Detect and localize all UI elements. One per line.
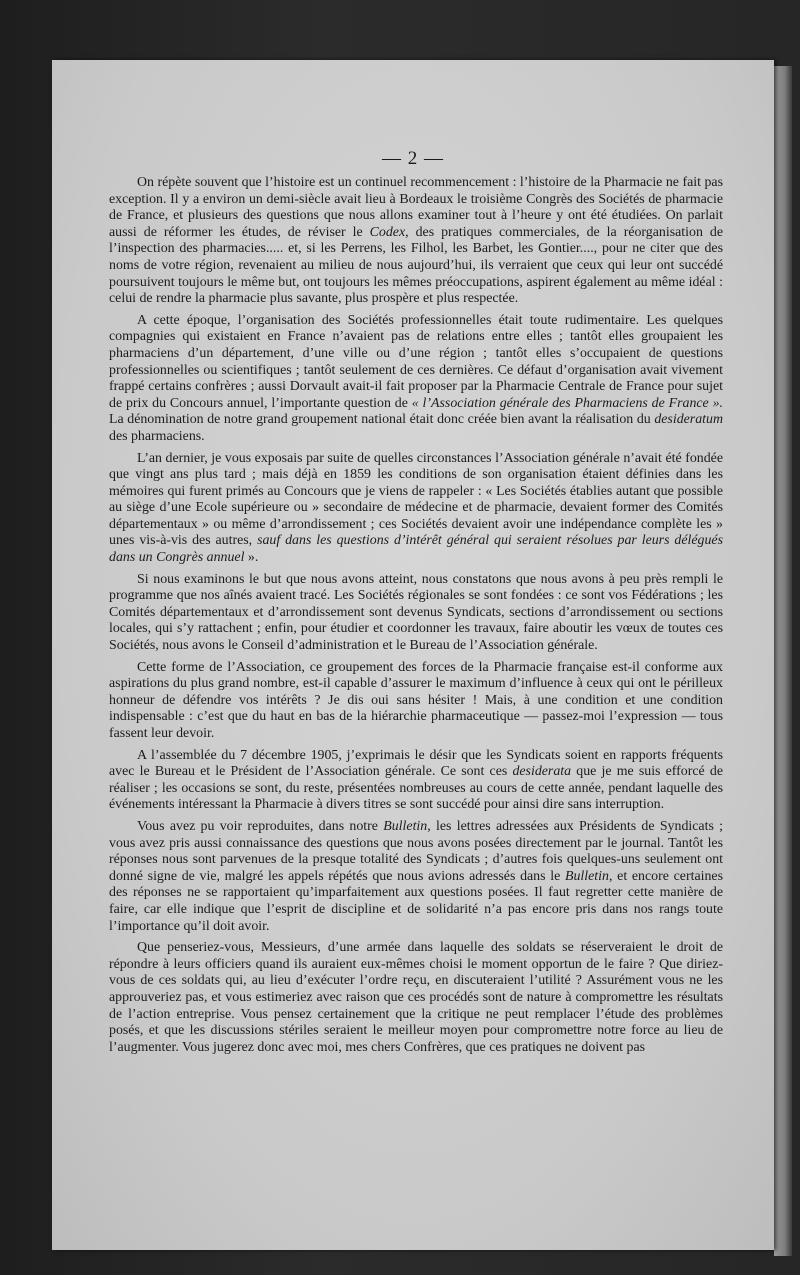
italic-text: Bulletin	[383, 818, 428, 834]
paragraph	[109, 819, 723, 935]
text-run: A cette époque, l’organisation des Sociétés professionnelles était toute rudimentaire. Les quelques compagnies qui existaient en France n’avaient pas de relations entre elles ; tantôt elles groupaient les pharmaciens d’un département, d’une ville ou d’une région ; tantôt elles s’occupaient de questions professionnelles ou scientifiques ; tantôt seulement de ces dernières. Ce défaut d’organisation avait vivement frappé certains confrères ; aussi Dorvault avait-il fait proposer par la Pharmacie Centrale de France pour sujet de prix du Concours annuel, l’importante question de	[109, 312, 723, 411]
text-run: A l’assemblée du 7 décembre 1905, j’exprimais le désir que les Syndicats soient en rapports fréquents avec le Bureau et le Président de l’Association générale. Ce sont ces	[109, 747, 723, 780]
text-run: On répète souvent que l’histoire est un continuel recommencement : l’histoire de la Pharmacie ne fait pas exception. Il y a environ un demi-siècle avait lieu à Bordeaux le troisième Congrès des Sociétés de pharmacie de France, et plusieurs des questions que nous allons examiner tout à l’heure y ont été étudiées. On parlait aussi de réformer les études, de réviser le	[109, 175, 723, 240]
italic-text: desideratum	[654, 412, 723, 428]
text-run: , et encore certaines des réponses ne se rapportaient qu’imparfaitement aux questions posées. Il faut regretter cette manière de faire, car elle indique que l’esprit de discipline et de solidarité n’a pas encore pris dans nos rangs toute l’importance qu’il doit avoir.	[109, 868, 723, 934]
paragraph	[109, 940, 723, 1056]
italic-text: « l’Association générale des Pharmaciens de France ».	[411, 395, 723, 411]
page-number: — 2 —	[382, 148, 444, 169]
text-run: Si nous examinons le but que nous avons atteint, nous constatons que nous avons à peu près rempli le programme que nos aînés avaient tracé. Les Sociétés régionales se sont fondées : ce sont vos Fédérations ; les Comités départementaux et d’arrondissement sont devenus Syndicats, sections d’arrondissement ou sections locales, qui s’y rattachent ; enfin, pour étudier et coordonner les travaux, faire aboutir les vœux de toutes ces Sociétés, nous avons le Conseil d’administration et le Bureau de l’Association générale.	[109, 571, 723, 654]
text-run: des pharmaciens.	[109, 428, 205, 444]
text-run: Vous avez pu voir reproduites, dans notre	[137, 818, 384, 834]
paragraph	[109, 660, 723, 743]
italic-text: Codex	[369, 224, 406, 240]
next-page-edge	[774, 66, 792, 1256]
paragraph	[109, 313, 723, 446]
paragraph	[109, 175, 723, 308]
text-run: , des pratiques commerciales, de la réorganisation de l’inspection des pharmacies..... et, si les Perrens, les Filhol, les Barbet, les Gontier...., pour ne citer que des noms de votre région, revenaient au milieu de nous aujourd’hui, ils verraient que ceux qui leur ont succédé poursuivent toujours le même but, ont toujours les mêmes préoccupations, aspirent également au même idéal : celui de rendre la pharmacie plus savante, plus prospère et plus respectée.	[109, 224, 723, 307]
text-run: , les lettres adressées aux Présidents de Syndicats ; vous avez pris aussi connaissance des questions que nous avons posées directement par le journal. Tantôt les réponses nous sont parvenues de la presque totalité des Syndicats ; d’autres fois quelques-uns seulement ont donné signe de vie, malgré les appels répétés que nous avions adressés dans le	[109, 818, 724, 884]
italic-text: sauf dans les questions d’intérêt général qui seraient résolues par leurs délégués dans un Congrès annuel	[109, 533, 723, 566]
text-run: Que penseriez-vous, Messieurs, d’une armée dans laquelle des soldats se réserveraient le droit de répondre à leurs officiers quand ils auraient eux-mêmes choisi le moment opportun de le faire ? Que diriez-vous de ces soldats qui, au lieu d’exécuter l’ordre reçu, en discuteraient l’utilité ? Assurément vous ne les approuveriez pas, et vous estimeriez avec raison que ces procédés sont de nature à compromettre les résultats de l’action entreprise. Vous pensez certainement que la critique ne peut remplacer l’étude des problèmes posés, et que les discussions stériles seraient le meilleur moyen pour compromettre notre force au lieu de l’augmenter. Vous jugerez donc avec moi, mes chers Confrères, que ces pratiques ne doivent pas	[109, 940, 723, 1055]
body-text	[109, 175, 723, 1061]
italic-text: desiderata	[512, 764, 572, 780]
paragraph	[109, 572, 723, 655]
paragraph	[109, 451, 723, 567]
paragraph	[109, 748, 723, 814]
text-run: que je me suis efforcé de réaliser ; les occasions se sont, du reste, présentées nombreuses au cours de cette année, pendant laquelle des événements intéressant la Pharmacie à divers titres se sont succédé pour ainsi dire sans interruption.	[109, 764, 723, 813]
text-run: L’an dernier, je vous exposais par suite de quelles circonstances l’Association générale n’avait été fondée que vingt ans plus tard ; mais déjà en 1859 les conditions de son organisation étaient définies dans les mémoires qui furent primés au Concours que je viens de rappeler : « Les Sociétés établies autant que possible au siège d’une Ecole supérieure ou » secondaire de médecine et de pharmacie, devaient former des Comités départementaux » ou même d’arrondissement ; ces Sociétés devaient avoir une indépendance complète les » unes vis-à-vis des autres,	[109, 450, 723, 549]
text-run: ».	[244, 550, 259, 566]
text-run: La dénomination de notre grand groupement national était donc créée bien avant la réalisation du	[109, 412, 655, 428]
text-run: Cette forme de l’Association, ce groupement des forces de la Pharmacie française est-il conforme aux aspirations du plus grand nombre, est-il capable d’assurer le maximum d’influence à ceux qui ont le périlleux honneur de défendre vos intérêts ? Je dis oui sans hésiter ! Mais, à une condition et une condition indispensable : c’est que du haut en bas de la hiérarchie pharmaceutique — passez-moi l’expression — tous fassent leur devoir.	[109, 659, 723, 741]
italic-text: Bulletin	[564, 868, 609, 884]
